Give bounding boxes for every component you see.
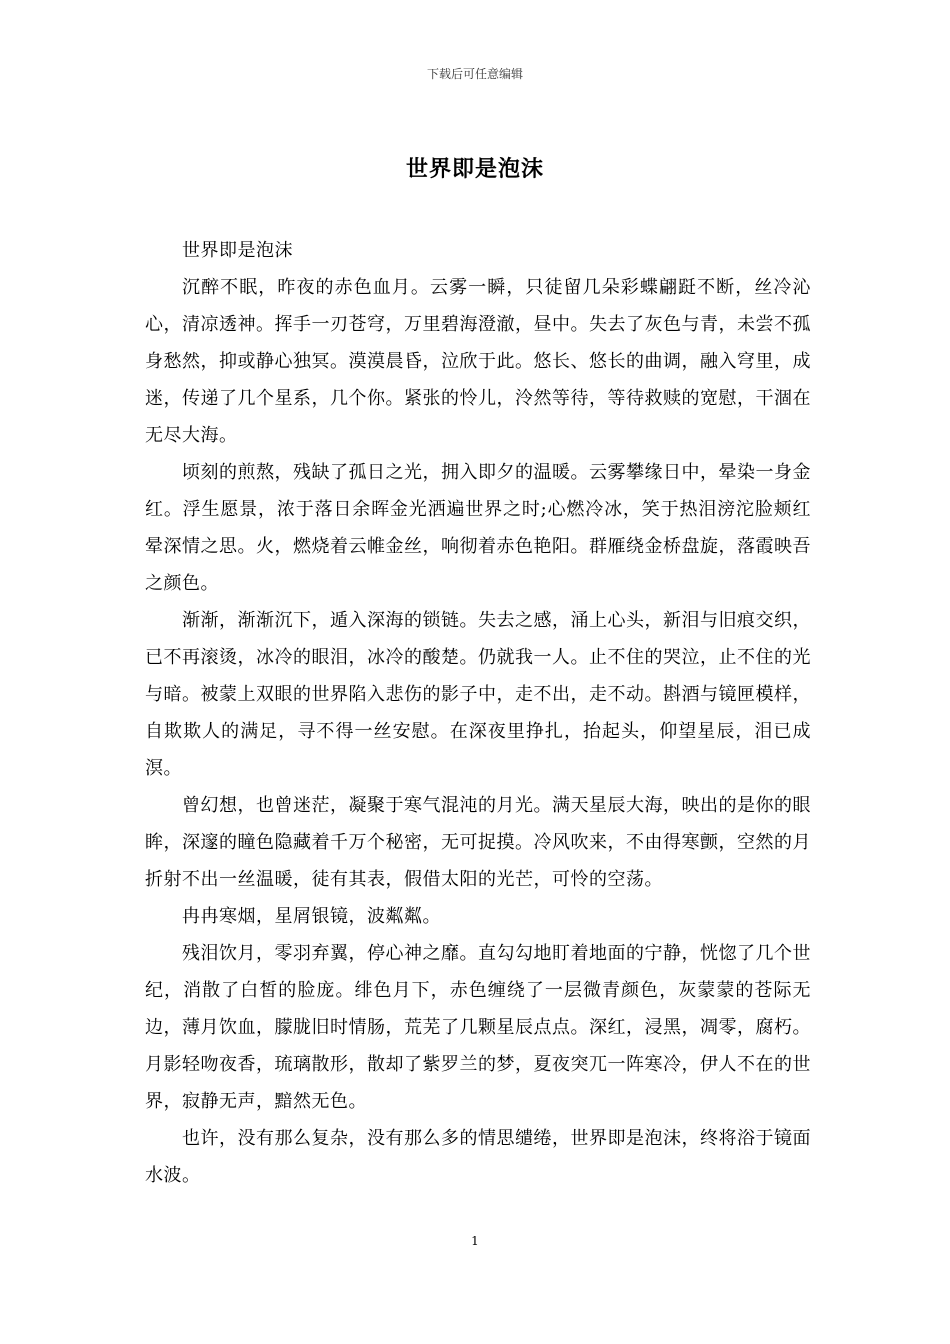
- paragraph: 残泪饮月，零羽弃翼，停心神之靡。直勾勾地盯着地面的宁静，恍惚了几个世纪，消散了白皙的脸庞。绯色月下，赤色缠绕了一层微青颜色，灰蒙蒙的苍际无边，薄月饮血，朦胧旧时情肠，荒芜了几颗星辰点点。深红，浸黑，凋零，腐朽。月影轻吻夜香，琉璃散形，散却了紫罗兰的梦，夏夜突兀一阵寒冷，伊人不在的世界，寂静无声，黯然无色。: [145, 943, 811, 1112]
- paragraph: 顷刻的煎熬，残缺了孤日之光，拥入即夕的温暖。云雾攀缘日中，晕染一身金红。浮生愿景，浓于落日余晖金光洒遍世界之时;心燃冷冰，笑于热泪滂沱脸颊红晕深情之思。火，燃烧着云帷金丝，响彻着赤色艳阳。群雁绕金桥盘旋，落霞映吾之颜色。: [145, 462, 811, 594]
- paragraph: 渐渐，渐渐沉下，遁入深海的锁链。失去之感，涌上心头，新泪与旧痕交织，已不再滚烫，冰冷的眼泪，冰冷的酸楚。仍就我一人。止不住的哭泣，止不住的光与暗。被蒙上双眼的世界陷入悲伤的影子中，走不出，走不动。斟酒与镜匣模样，自欺欺人的满足，寻不得一丝安慰。在深夜里挣扎，抬起头，仰望星辰，泪已成溟。: [145, 610, 811, 779]
- page-number: 1: [471, 1234, 479, 1248]
- paragraph: 冉冉寒烟，星屑银镜，波粼粼。: [182, 906, 441, 927]
- page-header: 下载后可任意编辑: [426, 67, 523, 81]
- document-body: [145, 232, 811, 1194]
- document-title: 世界即是泡沫: [405, 156, 544, 182]
- paragraph: 曾幻想，也曾迷茫，凝聚于寒气混沌的月光。满天星辰大海，映出的是你的眼眸，深邃的瞳色隐藏着千万个秘密，无可捉摸。冷风吹来，不由得寒颤，空然的月折射不出一丝温暖，徒有其表，假借太阳的光芒，可怜的空荡。: [145, 795, 811, 890]
- paragraph: 也许，没有那么复杂，没有那么多的情思缱绻，世界即是泡沫，终将浴于镜面水波。: [145, 1128, 811, 1186]
- paragraph: 沉醉不眠，昨夜的赤色血月。云雾一瞬，只徒留几朵彩蝶翩跹不断，丝冷沁心，清凉透神。挥手一刃苍穹，万里碧海澄澈，昼中。失去了灰色与青，未尝不孤身愁然，抑或静心独冥。漠漠晨昏，泣欣于此。悠长、悠长的曲调，融入穹里，成迷，传递了几个星系，几个你。紧张的怜儿，泠然等待，等待救赎的宽慰，干涸在无尽大海。: [145, 277, 811, 446]
- paragraph-subtitle: 世界即是泡沫: [182, 240, 293, 261]
